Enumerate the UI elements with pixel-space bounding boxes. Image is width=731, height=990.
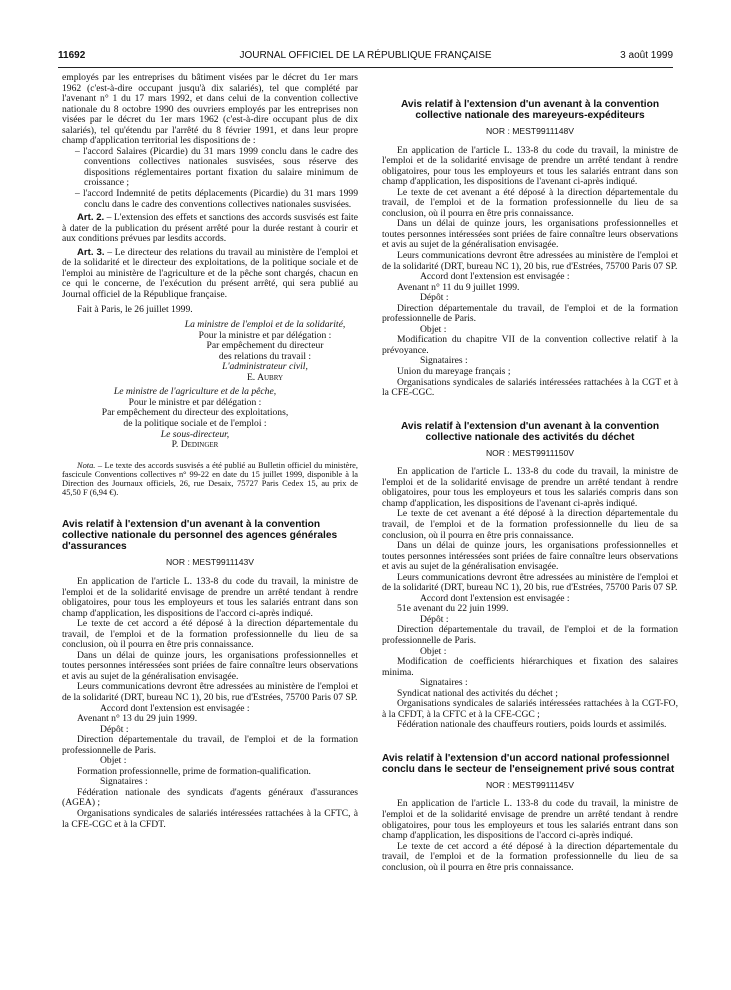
right-column <box>382 73 678 873</box>
signataire-item: Organisations syndicales de salariés intéressées rattachées à la CGT et à la CFE-CGC. <box>382 376 678 399</box>
nota-text: – Le texte des accords susvisés a été publié au Bulletin officiel du ministère, fascicule Conventions collectives n° 99-22 en date du 15 juillet 1999, disponible à la Direction des Journaux officiels, 26, rue Desaix, 75727 Paris Cedex 15, au prix de 45,50 F (6,94 €). <box>62 460 358 498</box>
accord-label: Accord dont l'extension est envisagée : <box>420 271 570 283</box>
notice-title-dechet: Avis relatif à l'extension d'un avenant à la convention collective nationale des activités du déchet <box>400 420 660 443</box>
signatory-title: La ministre de l'emploi et de la solidarité, <box>184 319 346 331</box>
notice-paragraph: En application de l'article L. 133-8 du code du travail, la ministre de l'emploi et de la solidarité envisage de prendre un arrêté tendant à rendre obligatoires, pour tous les employeurs et tous les salariés entrant dans son champ d'application, les dispositions de l'accord ci-après indiqué. <box>62 575 358 619</box>
signataire-item: Fédération nationale des syndicats d'agents généraux d'assurances (AGEA) ; <box>62 786 358 809</box>
signature-line: Par empêchement du directeur <box>206 340 324 352</box>
article-3-text: – Le directeur des relations du travail au ministère de l'emploi et de la solidarité et le directeur des exploitations, de la politique sociale et de l'emploi au ministère de l'agriculture et de la pêche sont chargés, chacun en ce qui le concerne, de l'exécution du présent arrêté, qui sera publié au Journal officiel de la République française. <box>62 246 358 300</box>
nor-reference: NOR : MEST9911143V <box>165 557 255 568</box>
dash-item-salaires: – l'accord Salaires (Picardie) du 31 mars 1999 conclu dans le cadre des conventions collectives nationales susvisées, sous réserve des dispositions réglementaires portant fixation du salaire minimum de croissance ; <box>75 145 358 189</box>
depot-label: Dépôt : <box>420 292 449 304</box>
accord-label: Accord dont l'extension est envisagée : <box>100 702 250 714</box>
signatory-title: Le ministre de l'agriculture et de la pêche, <box>113 386 277 398</box>
signature-line: Par empêchement du directeur des exploitations, <box>101 407 289 419</box>
notice-paragraph: Leurs communications devront être adressées au ministère de l'emploi et de la solidarité (DRT, bureau NC 1), 20 bis, rue d'Estrées, 75700 Paris 07 SP. <box>382 250 678 272</box>
objet-value: Formation professionnelle, prime de formation-qualification. <box>77 765 311 777</box>
notice-paragraph: Dans un délai de quinze jours, les organisations professionnelles et toutes personnes intéressées sont priées de faire connaître leurs observations et avis au sujet de la généralisation envisagée. <box>62 649 358 682</box>
notice-paragraph: Dans un délai de quinze jours, les organisations professionnelles et toutes personnes intéressées sont priées de faire connaître leurs observations et avis au sujet de la généralisation envisagée. <box>382 218 678 251</box>
nor-reference: NOR : MEST9911150V <box>485 447 575 458</box>
notice-paragraph: En application de l'article L. 133-8 du code du travail, la ministre de l'emploi et de la solidarité envisage de prendre un arrêté tendant à rendre obligatoires, pour tous les employeurs et tous les salariés entrant dans son champ d'application, les dispositions de l'accord ci-après indiqué. <box>382 798 678 842</box>
notice-paragraph: Le texte de cet avenant a été déposé à la direction départementale du travail, de l'emploi et de la formation professionnelle du lieu de sa conclusion, où il pourra en être pris connaissance. <box>382 186 678 219</box>
depot-value: Direction départementale du travail, de l'emploi et de la formation professionnelle de Paris. <box>382 302 678 325</box>
article-2-label: Art. 2. <box>77 212 105 224</box>
article-3 <box>62 248 358 301</box>
signataires-label: Signataires : <box>420 677 468 689</box>
page-number: 11692 <box>58 50 86 61</box>
notice-paragraph: Le texte de cet avenant a été déposé à la direction départementale du travail, de l'emploi et de la formation professionnelle du lieu de sa conclusion, où il pourra en être pris connaissance. <box>382 508 678 541</box>
depot-value: Direction départementale du travail, de l'emploi et de la formation professionnelle de Paris. <box>62 734 358 756</box>
accord-value: 51e avenant du 22 juin 1999. <box>397 603 509 615</box>
notice-title-mareyeurs: Avis relatif à l'extension d'un avenant à la convention collective nationale des mareyeurs-expéditeurs <box>400 99 660 121</box>
signataires-label: Signataires : <box>420 355 468 367</box>
notice-paragraph: Leurs communications devront être adressées au ministère de l'emploi et de la solidarité (DRT, bureau NC 1), 20 bis, rue d'Estrées, 75700 Paris 07 SP. <box>62 681 358 703</box>
signataire-item: Organisations syndicales de salariés intéressées rattachées à la CGT-FO, à la CFDT, à la CFTC et à la CFE-CGC ; <box>382 698 678 720</box>
article-3-label: Art. 3. <box>77 246 105 258</box>
signataires-label: Signataires : <box>100 776 148 788</box>
accord-label: Accord dont l'extension est envisagée : <box>420 592 570 604</box>
signature-block-emploi <box>62 320 358 383</box>
objet-label: Objet : <box>420 323 447 335</box>
signature-line: Pour le ministre et par délégation : <box>128 396 262 408</box>
article-2 <box>62 213 358 245</box>
nota-note <box>62 461 358 498</box>
signataire-item: Organisations syndicales de salariés intéressées rattachées à la CFTC, à la CFE-CGC et à la CFDT. <box>62 807 358 830</box>
page-header <box>58 50 673 66</box>
continuation-paragraph: employés par les entreprises du bâtiment visées par le décret du 1er mars 1962 (c'est-à-dire occupant jusqu'à dix salariés), tel que complété par l'avenant n° 1 du 17 mars 1992, et dans celui de la convention collective nationale du 8 octobre 1990 des ouvriers employés par les entreprises non visées par le décret du 1er mars 1962 (c'est-à-dire occupant plus de dix salariés), tel qu'étendu par l'arrêté du 8 février 1991, et dans leur propre champ d'application territorial les dispositions de : <box>62 72 358 147</box>
notice-title-assurances: Avis relatif à l'extension d'un avenant à la convention collective nationale du personnel des agences générales d'assurances <box>62 519 338 553</box>
dash-item-indemnite: – l'accord Indemnité de petits déplacements (Picardie) du 31 mars 1999 conclu dans le cadre des conventions collectives nationales susvisées. <box>75 188 358 210</box>
notice-paragraph: Leurs communications devront être adressées au ministère de l'emploi et de la solidarité (DRT, bureau NC 1), 20 bis, rue d'Estrées, 75700 Paris 07 SP. <box>382 571 678 594</box>
objet-value: Modification du chapitre VII de la convention collective relatif à la prévoyance. <box>382 334 678 356</box>
header-rule <box>58 67 673 68</box>
objet-value: Modification de coefficients hiérarchiques et fixation des salaires minima. <box>382 656 678 678</box>
accord-value: Avenant n° 13 du 29 juin 1999. <box>77 713 198 725</box>
notice-paragraph: Le texte de cet accord a été déposé à la direction départementale du travail, de l'emploi et de la formation professionnelle du lieu de sa conclusion, où il pourra en être pris connaissance. <box>62 618 358 651</box>
signature-block-agriculture <box>62 387 358 450</box>
depot-label: Dépôt : <box>420 613 449 625</box>
signataire-item: Syndicat national des activités du déchet ; <box>397 687 558 699</box>
nor-reference: NOR : MEST9911148V <box>485 126 575 136</box>
signature-line: Pour la ministre et par délégation : <box>198 329 332 341</box>
signatory-name: E. Aubry <box>246 371 284 383</box>
signature-line: de la politique sociale et de l'emploi : <box>123 417 267 429</box>
nor-reference: NOR : MEST9911145V <box>485 779 575 790</box>
signataire-item: Union du mareyage français ; <box>397 366 511 378</box>
signatory-name: P. Dedinger <box>171 439 219 451</box>
signature-line: L'administrateur civil, <box>222 361 308 373</box>
issue-date: 3 août 1999 <box>620 50 673 61</box>
journal-title: JOURNAL OFFICIEL DE LA RÉPUBLIQUE FRANÇAISE <box>239 50 492 61</box>
depot-value: Direction départementale du travail, de l'emploi et de la formation professionnelle de Paris. <box>382 624 678 646</box>
notice-paragraph: En application de l'article L. 133-8 du code du travail, la ministre de l'emploi et de la solidarité envisage de prendre un arrêté tendant à rendre obligatoires, pour tous les employeurs et tous les salariés entrant dans son champ d'application, les dispositions de l'avenant ci-après indiqué. <box>382 144 678 188</box>
objet-label: Objet : <box>100 755 127 767</box>
notice-paragraph: En application de l'article L. 133-8 du code du travail, la ministre de l'emploi et de la solidarité envisage de prendre un arrêté tendant à rendre obligatoires, pour tous les employeurs et tous les salariés compris dans son champ d'application, les dispositions de l'avenant ci-après indiqué. <box>382 466 678 509</box>
signature-line: des relations du travail : <box>218 350 312 362</box>
left-column <box>62 73 358 830</box>
signature-line: Le sous-directeur, <box>160 428 230 440</box>
signataire-item: Fédération nationale des chauffeurs routiers, poids lourds et assimilés. <box>397 719 667 731</box>
nota-label: Nota. <box>77 460 96 470</box>
notice-paragraph: Dans un délai de quinze jours, les organisations professionnelles et toutes personnes intéressées sont priées de faire connaître leurs observations et avis au sujet de la généralisation envisagée. <box>382 540 678 573</box>
depot-label: Dépôt : <box>100 723 129 735</box>
fait-a-paris: Fait à Paris, le 26 juillet 1999. <box>77 304 193 316</box>
article-2-text: – L'extension des effets et sanctions des accords susvisés est faite à dater de la publication du présent arrêté pour la durée restant à courir et aux conditions prévues par lesdits accords. <box>62 212 358 245</box>
notice-title-enseignement: Avis relatif à l'extension d'un accord national professionnel conclu dans le secteur de l'enseignement privé sous contrat <box>382 752 675 775</box>
notice-paragraph: Le texte de cet accord a été déposé à la direction départementale du travail, de l'emploi et de la formation professionnelle du lieu de sa conclusion, où il pourra en être pris connaissance. <box>382 840 678 873</box>
objet-label: Objet : <box>420 645 447 657</box>
accord-value: Avenant n° 11 du 9 juillet 1999. <box>397 281 520 293</box>
